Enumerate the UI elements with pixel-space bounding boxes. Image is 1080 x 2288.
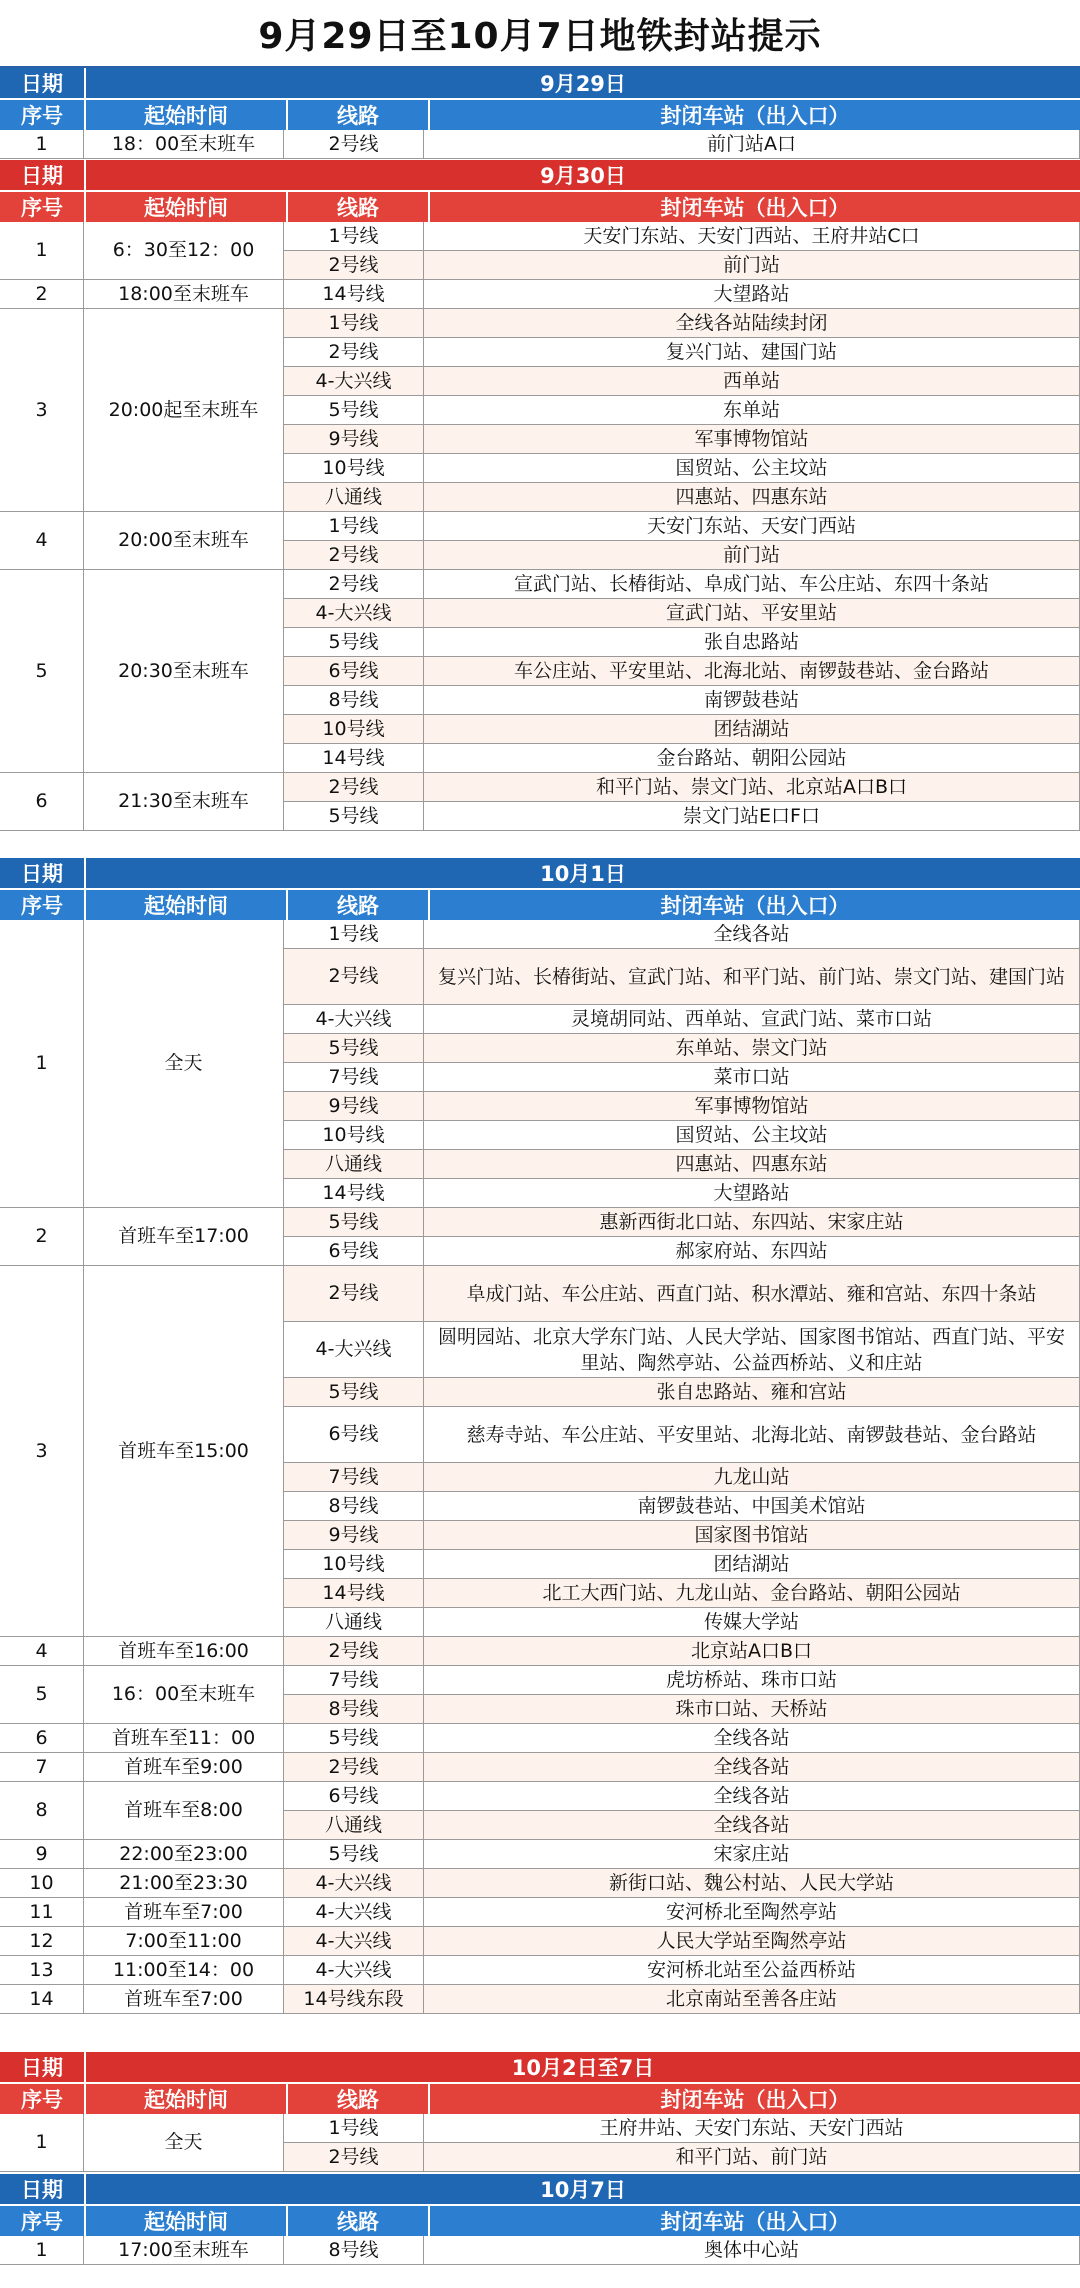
section-oct2-7 — [0, 2052, 1080, 2172]
line-name: 14号线 — [284, 1579, 424, 1608]
line-name: 9号线 — [284, 1521, 424, 1550]
row-number: 1 — [0, 222, 84, 280]
page-title: 9月29日至10月7日地铁封站提示 — [0, 0, 1080, 68]
closed-stations: 张自忠路站 — [424, 628, 1080, 657]
column-header — [0, 2082, 1080, 2114]
line-name: 7号线 — [284, 1063, 424, 1092]
line-name: 2号线 — [284, 541, 424, 570]
line-name: 4-大兴线 — [284, 1005, 424, 1034]
column-header — [0, 98, 1080, 130]
line-name: 10号线 — [284, 1121, 424, 1150]
closed-stations: 前门站 — [424, 541, 1080, 570]
closed-stations: 大望路站 — [424, 280, 1080, 309]
date-band — [0, 160, 1080, 190]
header-time: 起始时间 — [84, 2206, 286, 2236]
header-stations: 封闭车站（出入口） — [428, 890, 1080, 920]
line-name: 2号线 — [284, 1637, 424, 1666]
date-band — [0, 68, 1080, 98]
closed-stations: 西单站 — [424, 367, 1080, 396]
time-range: 首班车至7:00 — [84, 1985, 284, 2014]
closed-stations: 东单站、崇文门站 — [424, 1034, 1080, 1063]
time-range: 全天 — [84, 2114, 284, 2172]
closure-table — [0, 222, 1080, 831]
row-number: 10 — [0, 1869, 84, 1898]
line-name: 7号线 — [284, 1666, 424, 1695]
date-label: 日期 — [21, 164, 63, 188]
time-range: 17:00至末班车 — [84, 2236, 284, 2265]
closed-stations: 前门站A口 — [424, 130, 1080, 159]
line-name: 1号线 — [284, 512, 424, 541]
time-range: 20:30至末班车 — [84, 570, 284, 773]
closed-stations: 全线各站 — [424, 1753, 1080, 1782]
table-grid — [0, 920, 1080, 2014]
closed-stations: 复兴门站、长椿街站、宣武门站、和平门站、前门站、崇文门站、建国门站 — [424, 949, 1080, 1005]
date-value: 10月2日至7日 — [84, 2052, 1080, 2082]
date-label: 日期 — [21, 72, 63, 96]
closed-stations: 团结湖站 — [424, 715, 1080, 744]
time-range: 首班车至8:00 — [84, 1782, 284, 1840]
time-range: 20:00至末班车 — [84, 512, 284, 570]
closed-stations: 和平门站、崇文门站、北京站A口B口 — [424, 773, 1080, 802]
closed-stations: 东单站 — [424, 396, 1080, 425]
closed-stations: 崇文门站E口F口 — [424, 802, 1080, 831]
header-no: 序号 — [21, 104, 63, 128]
section-sep30 — [0, 160, 1080, 831]
header-stations: 封闭车站（出入口） — [428, 192, 1080, 222]
header-no: 序号 — [21, 2088, 63, 2112]
time-range: 全天 — [84, 920, 284, 1208]
line-name: 8号线 — [284, 1695, 424, 1724]
date-value: 10月7日 — [84, 2174, 1080, 2204]
line-name: 4-大兴线 — [284, 1898, 424, 1927]
section-sep29 — [0, 68, 1080, 159]
date-value: 10月1日 — [84, 858, 1080, 888]
line-name: 4-大兴线 — [284, 367, 424, 396]
row-number: 1 — [0, 2114, 84, 2172]
closed-stations: 国贸站、公主坟站 — [424, 1121, 1080, 1150]
time-range: 21:30至末班车 — [84, 773, 284, 831]
line-name: 5号线 — [284, 1840, 424, 1869]
closed-stations: 和平门站、前门站 — [424, 2143, 1080, 2172]
closure-table — [0, 130, 1080, 159]
closed-stations: 北京南站至善各庄站 — [424, 1985, 1080, 2014]
date-label: 日期 — [21, 862, 63, 886]
column-header — [0, 2204, 1080, 2236]
time-range: 首班车至17:00 — [84, 1208, 284, 1266]
table-grid — [0, 2114, 1080, 2172]
date-band — [0, 2052, 1080, 2082]
row-number: 3 — [0, 309, 84, 512]
header-time: 起始时间 — [84, 2084, 286, 2114]
row-number: 13 — [0, 1956, 84, 1985]
closed-stations: 南锣鼓巷站、中国美术馆站 — [424, 1492, 1080, 1521]
time-range: 首班车至11：00 — [84, 1724, 284, 1753]
line-name: 1号线 — [284, 309, 424, 338]
row-number: 5 — [0, 1666, 84, 1724]
closed-stations: 团结湖站 — [424, 1550, 1080, 1579]
header-time: 起始时间 — [84, 192, 286, 222]
row-number: 11 — [0, 1898, 84, 1927]
line-name: 8号线 — [284, 1492, 424, 1521]
line-name: 八通线 — [284, 483, 424, 512]
row-number: 7 — [0, 1753, 84, 1782]
line-name: 5号线 — [284, 396, 424, 425]
closed-stations: 宋家庄站 — [424, 1840, 1080, 1869]
line-name: 1号线 — [284, 920, 424, 949]
line-name: 5号线 — [284, 1208, 424, 1237]
closed-stations: 宣武门站、平安里站 — [424, 599, 1080, 628]
line-name: 6号线 — [284, 657, 424, 686]
closed-stations: 奥体中心站 — [424, 2236, 1080, 2265]
date-band — [0, 2174, 1080, 2204]
closed-stations: 圆明园站、北京大学东门站、人民大学站、国家图书馆站、西直门站、平安里站、陶然亭站、公益西桥站、义和庄站 — [424, 1322, 1080, 1378]
closed-stations: 前门站 — [424, 251, 1080, 280]
closed-stations: 全线各站 — [424, 1782, 1080, 1811]
time-range: 18：00至末班车 — [84, 130, 284, 159]
line-name: 10号线 — [284, 1550, 424, 1579]
closed-stations: 张自忠路站、雍和宫站 — [424, 1378, 1080, 1407]
date-value: 9月30日 — [84, 160, 1080, 190]
row-number: 1 — [0, 920, 84, 1208]
closed-stations: 全线各站 — [424, 1724, 1080, 1753]
row-number: 8 — [0, 1782, 84, 1840]
line-name: 7号线 — [284, 1463, 424, 1492]
closed-stations: 菜市口站 — [424, 1063, 1080, 1092]
line-name: 2号线 — [284, 251, 424, 280]
closed-stations: 王府井站、天安门东站、天安门西站 — [424, 2114, 1080, 2143]
section-oct7 — [0, 2174, 1080, 2265]
table-grid — [0, 2236, 1080, 2265]
line-name: 八通线 — [284, 1811, 424, 1840]
closed-stations: 天安门东站、天安门西站、王府井站C口 — [424, 222, 1080, 251]
line-name: 八通线 — [284, 1608, 424, 1637]
header-no: 序号 — [21, 2210, 63, 2234]
time-range: 6：30至12：00 — [84, 222, 284, 280]
line-name: 八通线 — [284, 1150, 424, 1179]
closed-stations: 北京站A口B口 — [424, 1637, 1080, 1666]
row-number: 3 — [0, 1266, 84, 1637]
date-label: 日期 — [21, 2178, 63, 2202]
section-oct1 — [0, 858, 1080, 2014]
header-line: 线路 — [286, 2084, 428, 2114]
closed-stations: 军事博物馆站 — [424, 425, 1080, 454]
closed-stations: 人民大学站至陶然亭站 — [424, 1927, 1080, 1956]
closed-stations: 天安门东站、天安门西站 — [424, 512, 1080, 541]
closed-stations: 复兴门站、建国门站 — [424, 338, 1080, 367]
time-range: 11:00至14：00 — [84, 1956, 284, 1985]
line-name: 14号线 — [284, 744, 424, 773]
line-name: 6号线 — [284, 1237, 424, 1266]
table-grid — [0, 130, 1080, 159]
time-range: 20:00起至末班车 — [84, 309, 284, 512]
row-number: 2 — [0, 1208, 84, 1266]
line-name: 2号线 — [284, 570, 424, 599]
line-name: 1号线 — [284, 222, 424, 251]
table-grid — [0, 222, 1080, 831]
line-name: 2号线 — [284, 949, 424, 1005]
line-name: 2号线 — [284, 338, 424, 367]
row-number: 5 — [0, 570, 84, 773]
time-range: 16：00至末班车 — [84, 1666, 284, 1724]
closed-stations: 车公庄站、平安里站、北海北站、南锣鼓巷站、金台路站 — [424, 657, 1080, 686]
header-no: 序号 — [21, 894, 63, 918]
closed-stations: 四惠站、四惠东站 — [424, 1150, 1080, 1179]
closed-stations: 四惠站、四惠东站 — [424, 483, 1080, 512]
time-range: 首班车至15:00 — [84, 1266, 284, 1637]
row-number: 9 — [0, 1840, 84, 1869]
header-stations: 封闭车站（出入口） — [428, 2206, 1080, 2236]
header-line: 线路 — [286, 100, 428, 130]
closed-stations: 国家图书馆站 — [424, 1521, 1080, 1550]
row-number: 12 — [0, 1927, 84, 1956]
row-number: 4 — [0, 1637, 84, 1666]
closed-stations: 九龙山站 — [424, 1463, 1080, 1492]
header-line: 线路 — [286, 890, 428, 920]
line-name: 4-大兴线 — [284, 1322, 424, 1378]
date-label: 日期 — [21, 2056, 63, 2080]
header-no: 序号 — [21, 196, 63, 220]
header-line: 线路 — [286, 192, 428, 222]
header-stations: 封闭车站（出入口） — [428, 2084, 1080, 2114]
line-name: 9号线 — [284, 425, 424, 454]
header-time: 起始时间 — [84, 890, 286, 920]
time-range: 21:00至23:30 — [84, 1869, 284, 1898]
line-name: 4-大兴线 — [284, 1956, 424, 1985]
closed-stations: 金台路站、朝阳公园站 — [424, 744, 1080, 773]
time-range: 18:00至末班车 — [84, 280, 284, 309]
line-name: 4-大兴线 — [284, 1927, 424, 1956]
header-time: 起始时间 — [84, 100, 286, 130]
line-name: 5号线 — [284, 1724, 424, 1753]
line-name: 2号线 — [284, 130, 424, 159]
closure-table — [0, 2114, 1080, 2172]
time-range: 22:00至23:00 — [84, 1840, 284, 1869]
line-name: 6号线 — [284, 1782, 424, 1811]
line-name: 4-大兴线 — [284, 599, 424, 628]
closed-stations: 郝家府站、东四站 — [424, 1237, 1080, 1266]
line-name: 14号线 — [284, 280, 424, 309]
row-number: 1 — [0, 2236, 84, 2265]
line-name: 10号线 — [284, 454, 424, 483]
line-name: 2号线 — [284, 2143, 424, 2172]
line-name: 10号线 — [284, 715, 424, 744]
closed-stations: 军事博物馆站 — [424, 1092, 1080, 1121]
closed-stations: 全线各站 — [424, 920, 1080, 949]
line-name: 5号线 — [284, 802, 424, 831]
closed-stations: 新街口站、魏公村站、人民大学站 — [424, 1869, 1080, 1898]
closed-stations: 全线各站 — [424, 1811, 1080, 1840]
closed-stations: 大望路站 — [424, 1179, 1080, 1208]
row-number: 2 — [0, 280, 84, 309]
row-number: 1 — [0, 130, 84, 159]
line-name: 8号线 — [284, 2236, 424, 2265]
closed-stations: 全线各站陆续封闭 — [424, 309, 1080, 338]
line-name: 14号线东段 — [284, 1985, 424, 2014]
column-header — [0, 190, 1080, 222]
line-name: 14号线 — [284, 1179, 424, 1208]
time-range: 7:00至11:00 — [84, 1927, 284, 1956]
time-range: 首班车至9:00 — [84, 1753, 284, 1782]
closed-stations: 珠市口站、天桥站 — [424, 1695, 1080, 1724]
closed-stations: 国贸站、公主坟站 — [424, 454, 1080, 483]
closed-stations: 虎坊桥站、珠市口站 — [424, 1666, 1080, 1695]
column-header — [0, 888, 1080, 920]
closure-table — [0, 920, 1080, 2014]
closed-stations: 惠新西街北口站、东四站、宋家庄站 — [424, 1208, 1080, 1237]
line-name: 5号线 — [284, 1378, 424, 1407]
date-value: 9月29日 — [84, 68, 1080, 98]
header-line: 线路 — [286, 2206, 428, 2236]
closed-stations: 宣武门站、长椿街站、阜成门站、车公庄站、东四十条站 — [424, 570, 1080, 599]
date-band — [0, 858, 1080, 888]
line-name: 9号线 — [284, 1092, 424, 1121]
line-name: 4-大兴线 — [284, 1869, 424, 1898]
closed-stations: 传媒大学站 — [424, 1608, 1080, 1637]
line-name: 5号线 — [284, 1034, 424, 1063]
line-name: 1号线 — [284, 2114, 424, 2143]
closed-stations: 北工大西门站、九龙山站、金台路站、朝阳公园站 — [424, 1579, 1080, 1608]
closed-stations: 安河桥北站至公益西桥站 — [424, 1956, 1080, 1985]
closed-stations: 灵境胡同站、西单站、宣武门站、菜市口站 — [424, 1005, 1080, 1034]
time-range: 首班车至16:00 — [84, 1637, 284, 1666]
row-number: 6 — [0, 1724, 84, 1753]
closed-stations: 慈寿寺站、车公庄站、平安里站、北海北站、南锣鼓巷站、金台路站 — [424, 1407, 1080, 1463]
line-name: 2号线 — [284, 1266, 424, 1322]
closure-table — [0, 2236, 1080, 2265]
header-stations: 封闭车站（出入口） — [428, 100, 1080, 130]
line-name: 6号线 — [284, 1407, 424, 1463]
row-number: 4 — [0, 512, 84, 570]
time-range: 首班车至7:00 — [84, 1898, 284, 1927]
line-name: 2号线 — [284, 773, 424, 802]
line-name: 2号线 — [284, 1753, 424, 1782]
row-number: 14 — [0, 1985, 84, 2014]
closed-stations: 安河桥北至陶然亭站 — [424, 1898, 1080, 1927]
closed-stations: 南锣鼓巷站 — [424, 686, 1080, 715]
line-name: 5号线 — [284, 628, 424, 657]
line-name: 8号线 — [284, 686, 424, 715]
closed-stations: 阜成门站、车公庄站、西直门站、积水潭站、雍和宫站、东四十条站 — [424, 1266, 1080, 1322]
row-number: 6 — [0, 773, 84, 831]
